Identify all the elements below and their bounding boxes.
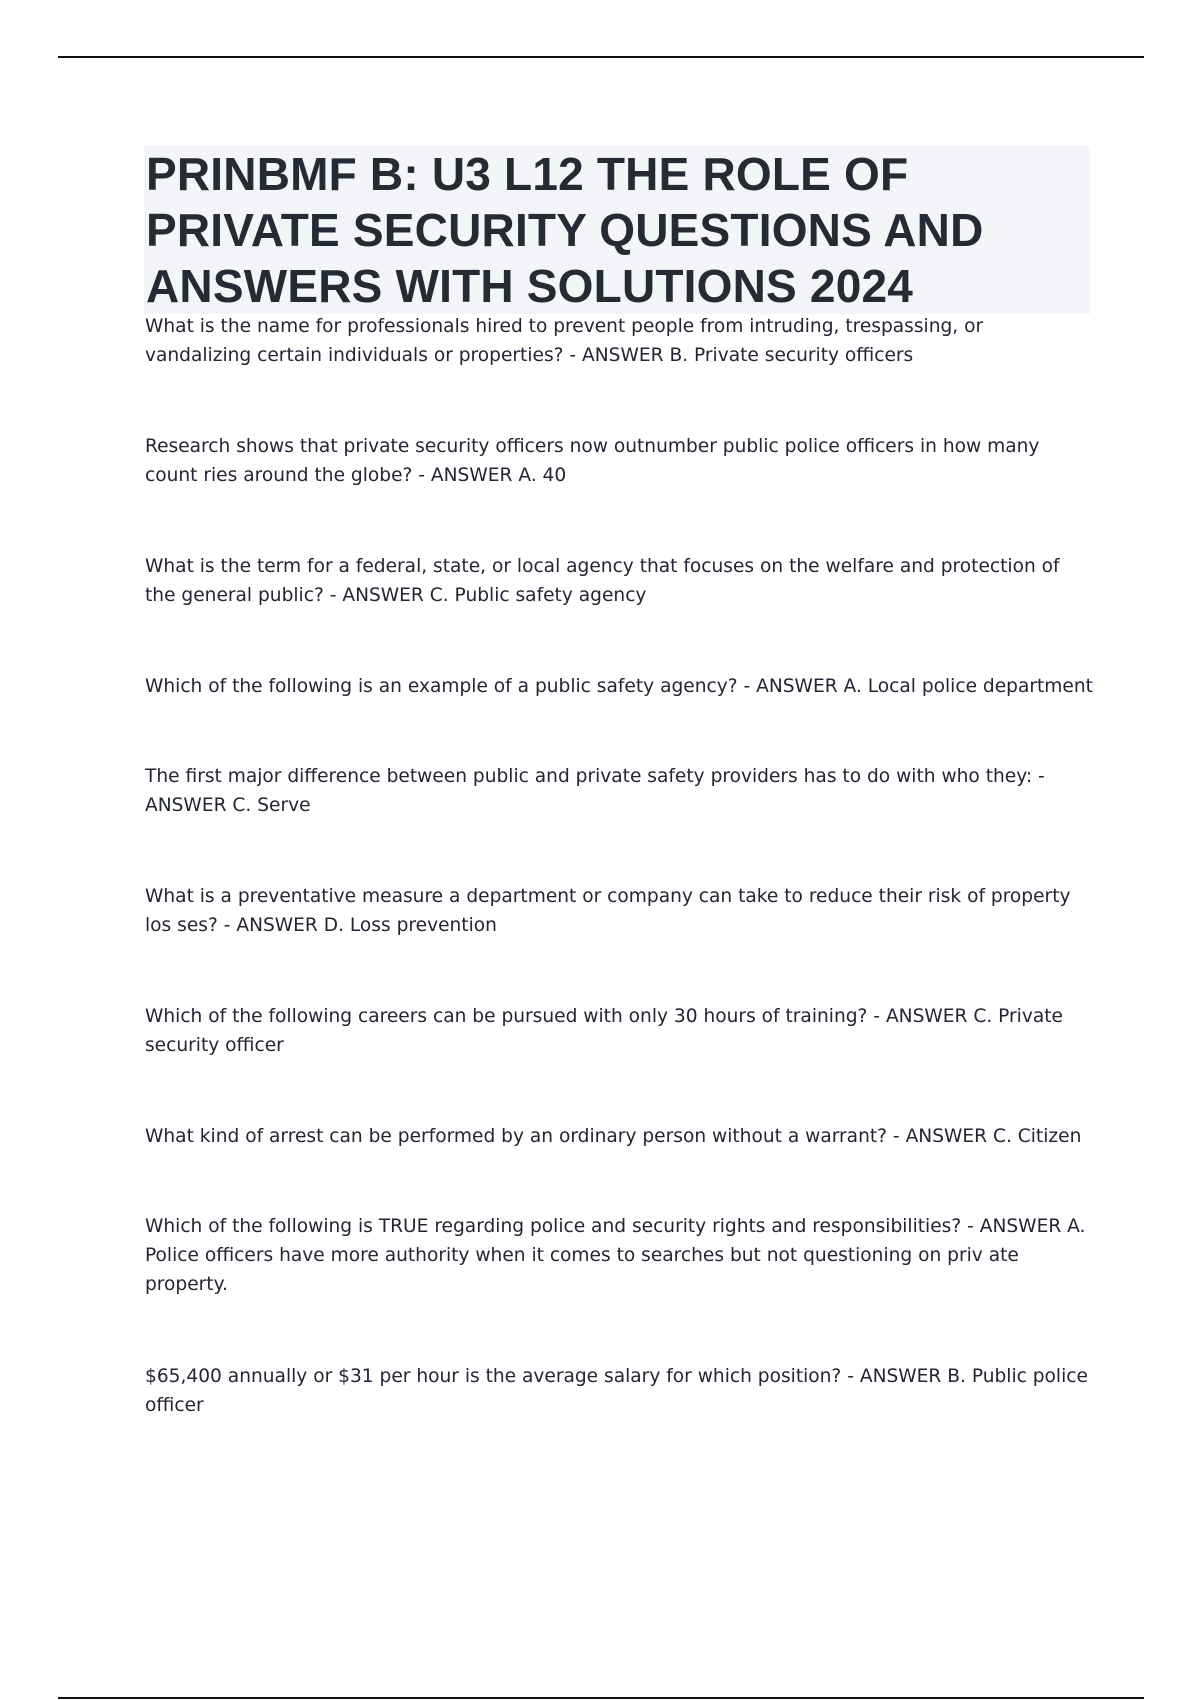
qa-item-1 — [145, 312, 1095, 370]
title-block — [144, 146, 1090, 314]
answer-text: ANSWER D. Loss prevention — [236, 915, 497, 936]
question-text: Research shows that private security officers now outnumber public police officers in how many count ries around the globe? - — [145, 436, 1040, 486]
question-text: Which of the following is TRUE regarding police and security rights and responsibilities? - — [145, 1216, 980, 1237]
bottom-rule — [58, 1697, 1144, 1699]
qa-item-5 — [145, 762, 1095, 820]
question-text: What is the name for professionals hired to prevent people from intruding, trespassing, or vandalizing certain individuals or properties? - — [145, 316, 984, 366]
qa-item-9 — [145, 1212, 1095, 1299]
answer-text: ANSWER C. Private security officer — [145, 1006, 1063, 1056]
question-text: What kind of arrest can be performed by an ordinary person without a warrant? - — [145, 1126, 906, 1147]
question-text: What is the term for a federal, state, or local agency that focuses on the welfare and protection of the general public? - — [145, 556, 1060, 606]
qa-item-8 — [145, 1122, 1081, 1151]
answer-text: ANSWER C. Public safety agency — [342, 585, 647, 606]
answer-text: ANSWER B. Private security officers — [582, 345, 914, 366]
question-text: The first major difference between public and private safety providers has to do with who they: - — [145, 766, 1045, 787]
qa-item-3 — [145, 552, 1095, 610]
question-text: $65,400 annually or $31 per hour is the average salary for which position? - — [145, 1366, 860, 1387]
qa-item-4 — [145, 672, 1093, 701]
qa-item-7 — [145, 1002, 1095, 1060]
answer-text: ANSWER A. Local police department — [756, 676, 1093, 697]
answer-text: ANSWER B. Public police officer — [145, 1366, 1088, 1416]
answer-text: ANSWER A. 40 — [430, 465, 567, 486]
question-text: What is a preventative measure a department or company can take to reduce their risk of property los ses? - — [145, 886, 1071, 936]
answer-text: ANSWER A. Police officers have more authority when it comes to searches but not questioning on priv ate property. — [145, 1216, 1086, 1295]
qa-item-6 — [145, 882, 1095, 940]
answer-text: ANSWER C. Citizen — [905, 1126, 1082, 1147]
question-text: Which of the following careers can be pursued with only 30 hours of training? - — [145, 1006, 886, 1027]
answer-text: ANSWER C. Serve — [145, 795, 311, 816]
question-text: Which of the following is an example of a public safety agency? - — [145, 676, 757, 697]
qa-item-10 — [145, 1362, 1095, 1420]
document-title: PRINBMF B: U3 L12 THE ROLE OF PRIVATE SECURITY QUESTIONS AND ANSWERS WITH SOLUTIONS 2024 — [146, 148, 984, 312]
top-rule — [58, 56, 1144, 58]
qa-item-2 — [145, 432, 1095, 490]
